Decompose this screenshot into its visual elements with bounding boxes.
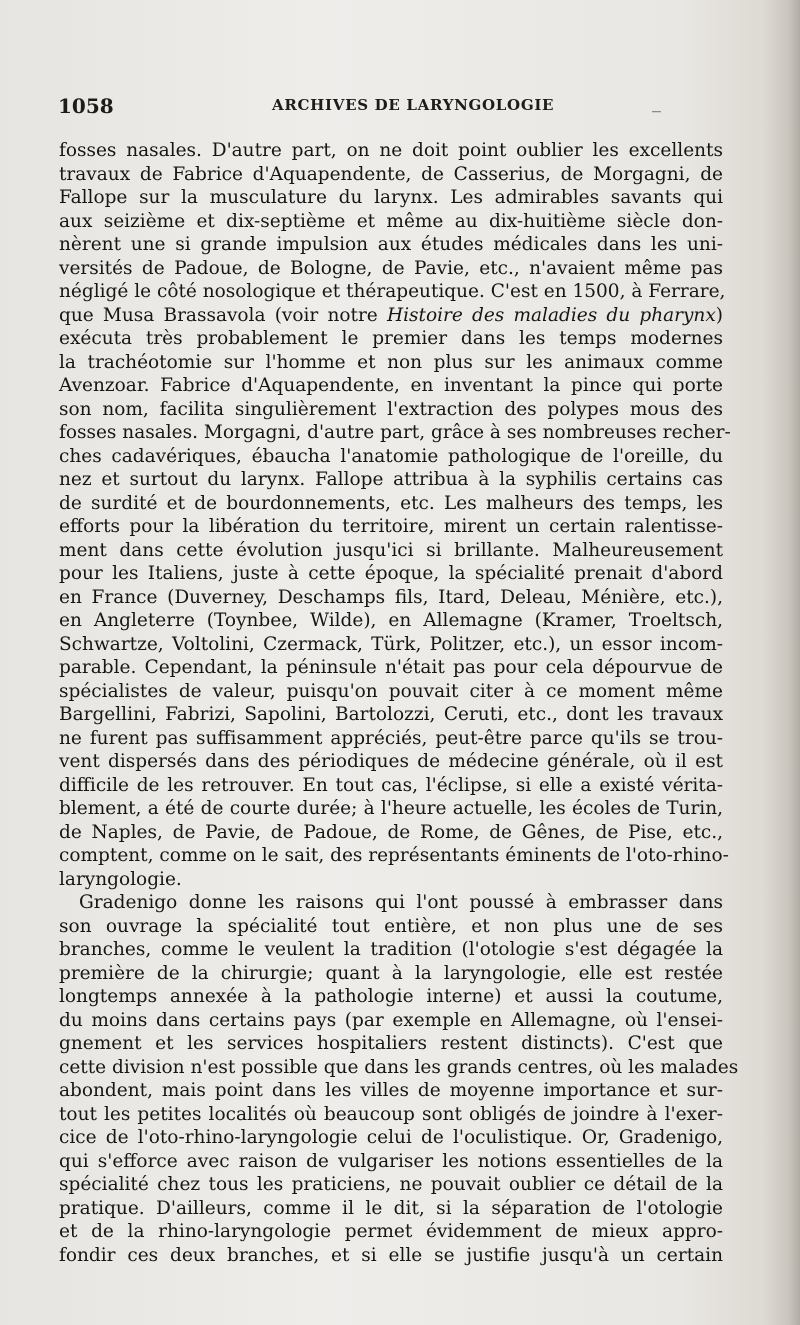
text-line: laryngologie. [59, 868, 182, 890]
text-line: pratique. D'ailleurs, comme il le dit, si la séparation de l'otologie [59, 1197, 723, 1219]
text-line: difficile de les retrouver. En tout cas, l'éclipse, si elle a existé vérita- [59, 774, 723, 796]
paragraph [59, 891, 739, 1267]
text-line: Schwartze, Voltolini, Czermack, Türk, Politzer, etc.), un essor incom- [59, 633, 723, 655]
text-line: la trachéotomie sur l'homme et non plus sur les animaux comme [59, 351, 723, 373]
text-line: première de la chirurgie; quant à la laryngologie, elle est restée [59, 962, 723, 984]
text-line: Avenzoar. Fabrice d'Aquapendente, en inventant la pince qui porte [59, 375, 723, 396]
text-line: son ouvrage la spécialité tout entière, et non plus une de ses [59, 915, 723, 937]
text-line: vent dispersés dans des périodiques de médecine générale, où il est [59, 751, 723, 772]
text-line: nez et surtout du larynx. Fallope attribua à la syphilis certains cas [59, 469, 723, 490]
text-line: en France (Duverney, Deschamps fils, Itard, Deleau, Ménière, etc.), [59, 586, 723, 608]
book-title-italic: Histoire des maladies du pharynx [386, 304, 716, 326]
text-line: spécialistes de valeur, puisqu'on pouvait citer à ce moment même [59, 680, 723, 702]
text-line: exécuta très probablement le premier dans les temps modernes [59, 328, 723, 349]
text-line: abondent, mais point dans les villes de moyenne importance et sur- [59, 1080, 723, 1101]
text-line: qui s'efforce avec raison de vulgariser les notions essentielles de la [59, 1150, 723, 1172]
text-line: spécialité chez tous les praticiens, ne pouvait oublier ce détail de la [59, 1174, 723, 1195]
body-text [59, 139, 739, 1267]
text-line: Gradenigo donne les raisons qui l'ont poussé à embrasser dans [79, 892, 723, 913]
text-line: ches cadavériques, ébaucha l'anatomie pathologique de l'oreille, du [59, 445, 723, 467]
text-line: Fallope sur la musculature du larynx. Les admirables savants qui [59, 187, 723, 208]
text-line: fosses nasales. Morgagni, d'autre part, grâce à ses nombreuses recher- [59, 422, 731, 443]
text-line: de surdité et de bourdonnements, etc. Les malheurs des temps, les [59, 492, 723, 514]
text-line: Bargellini, Fabrizi, Sapolini, Bartolozzi, Ceruti, etc., dont les travaux [59, 704, 723, 725]
text-line: branches, comme le veulent la tradition (l'otologie s'est dégagée la [59, 939, 723, 960]
text-line: de Naples, de Pavie, de Padoue, de Rome, de Gênes, de Pise, etc., [59, 821, 723, 843]
text-line: et de la rhino-laryngologie permet évidemment de mieux appro- [59, 1221, 723, 1242]
text-line: ment dans cette évolution jusqu'ici si brillante. Malheureusement [59, 539, 723, 561]
text-line: que Musa Brassavola (voir notre Histoire des maladies du pharynx) [59, 304, 724, 326]
text-line: versités de Padoue, de Bologne, de Pavie, etc., n'avaient même pas [59, 257, 723, 279]
text-line: longtemps annexée à la pathologie interne) et aussi la coutume, [59, 986, 723, 1007]
header-mark: _ [652, 92, 661, 113]
text-line: négligé le côté nosologique et thérapeutique. C'est en 1500, à Ferrare, [59, 281, 726, 302]
text-line: son nom, facilita singulièrement l'extraction des polypes mous des [59, 398, 723, 420]
page-gutter-shadow [762, 0, 800, 1325]
text-line: cice de l'oto-rhino-laryngologie celui de l'oculistique. Or, Gradenigo, [59, 1127, 723, 1148]
text-line: nèrent une si grande impulsion aux études médicales dans les uni- [59, 234, 723, 255]
running-title: ARCHIVES DE LARYNGOLOGIE [272, 96, 555, 114]
text-line: comptent, comme on le sait, des représentants éminents de l'oto-rhino- [59, 845, 729, 866]
text-line: blement, a été de courte durée; à l'heure actuelle, les écoles de Turin, [59, 798, 723, 819]
text-line: travaux de Fabrice d'Aquapendente, de Casserius, de Morgagni, de [59, 163, 723, 185]
paragraph [59, 139, 731, 891]
text-line: ne furent pas suffisamment appréciés, peut-être parce qu'ils se trou- [59, 727, 723, 749]
page-number: 1058 [58, 94, 114, 118]
text-line: tout les petites localités où beaucoup sont obligés de joindre à l'exer- [59, 1103, 723, 1125]
text-line: du moins dans certains pays (par exemple en Allemagne, où l'ensei- [59, 1009, 723, 1031]
text-line: parable. Cependant, la péninsule n'était pas pour cela dépourvue de [59, 657, 723, 678]
text-line: gnement et les services hospitaliers restent distincts). C'est que [59, 1033, 723, 1054]
text-line: pour les Italiens, juste à cette époque, la spécialité prenait d'abord [59, 563, 723, 584]
text-line: cette division n'est possible que dans les grands centres, où les malades [59, 1056, 739, 1078]
text-line: efforts pour la libération du territoire, mirent un certain ralentisse- [59, 516, 723, 537]
text-line: fosses nasales. D'autre part, on ne doit point oublier les excellents [59, 140, 723, 161]
text-line: fondir ces deux branches, et si elle se justifie jusqu'à un certain [59, 1244, 723, 1266]
text-line: aux seizième et dix-septième et même au dix-huitième siècle don- [59, 210, 723, 232]
running-header [58, 88, 738, 118]
text-line: en Angleterre (Toynbee, Wilde), en Allemagne (Kramer, Troeltsch, [59, 610, 723, 631]
